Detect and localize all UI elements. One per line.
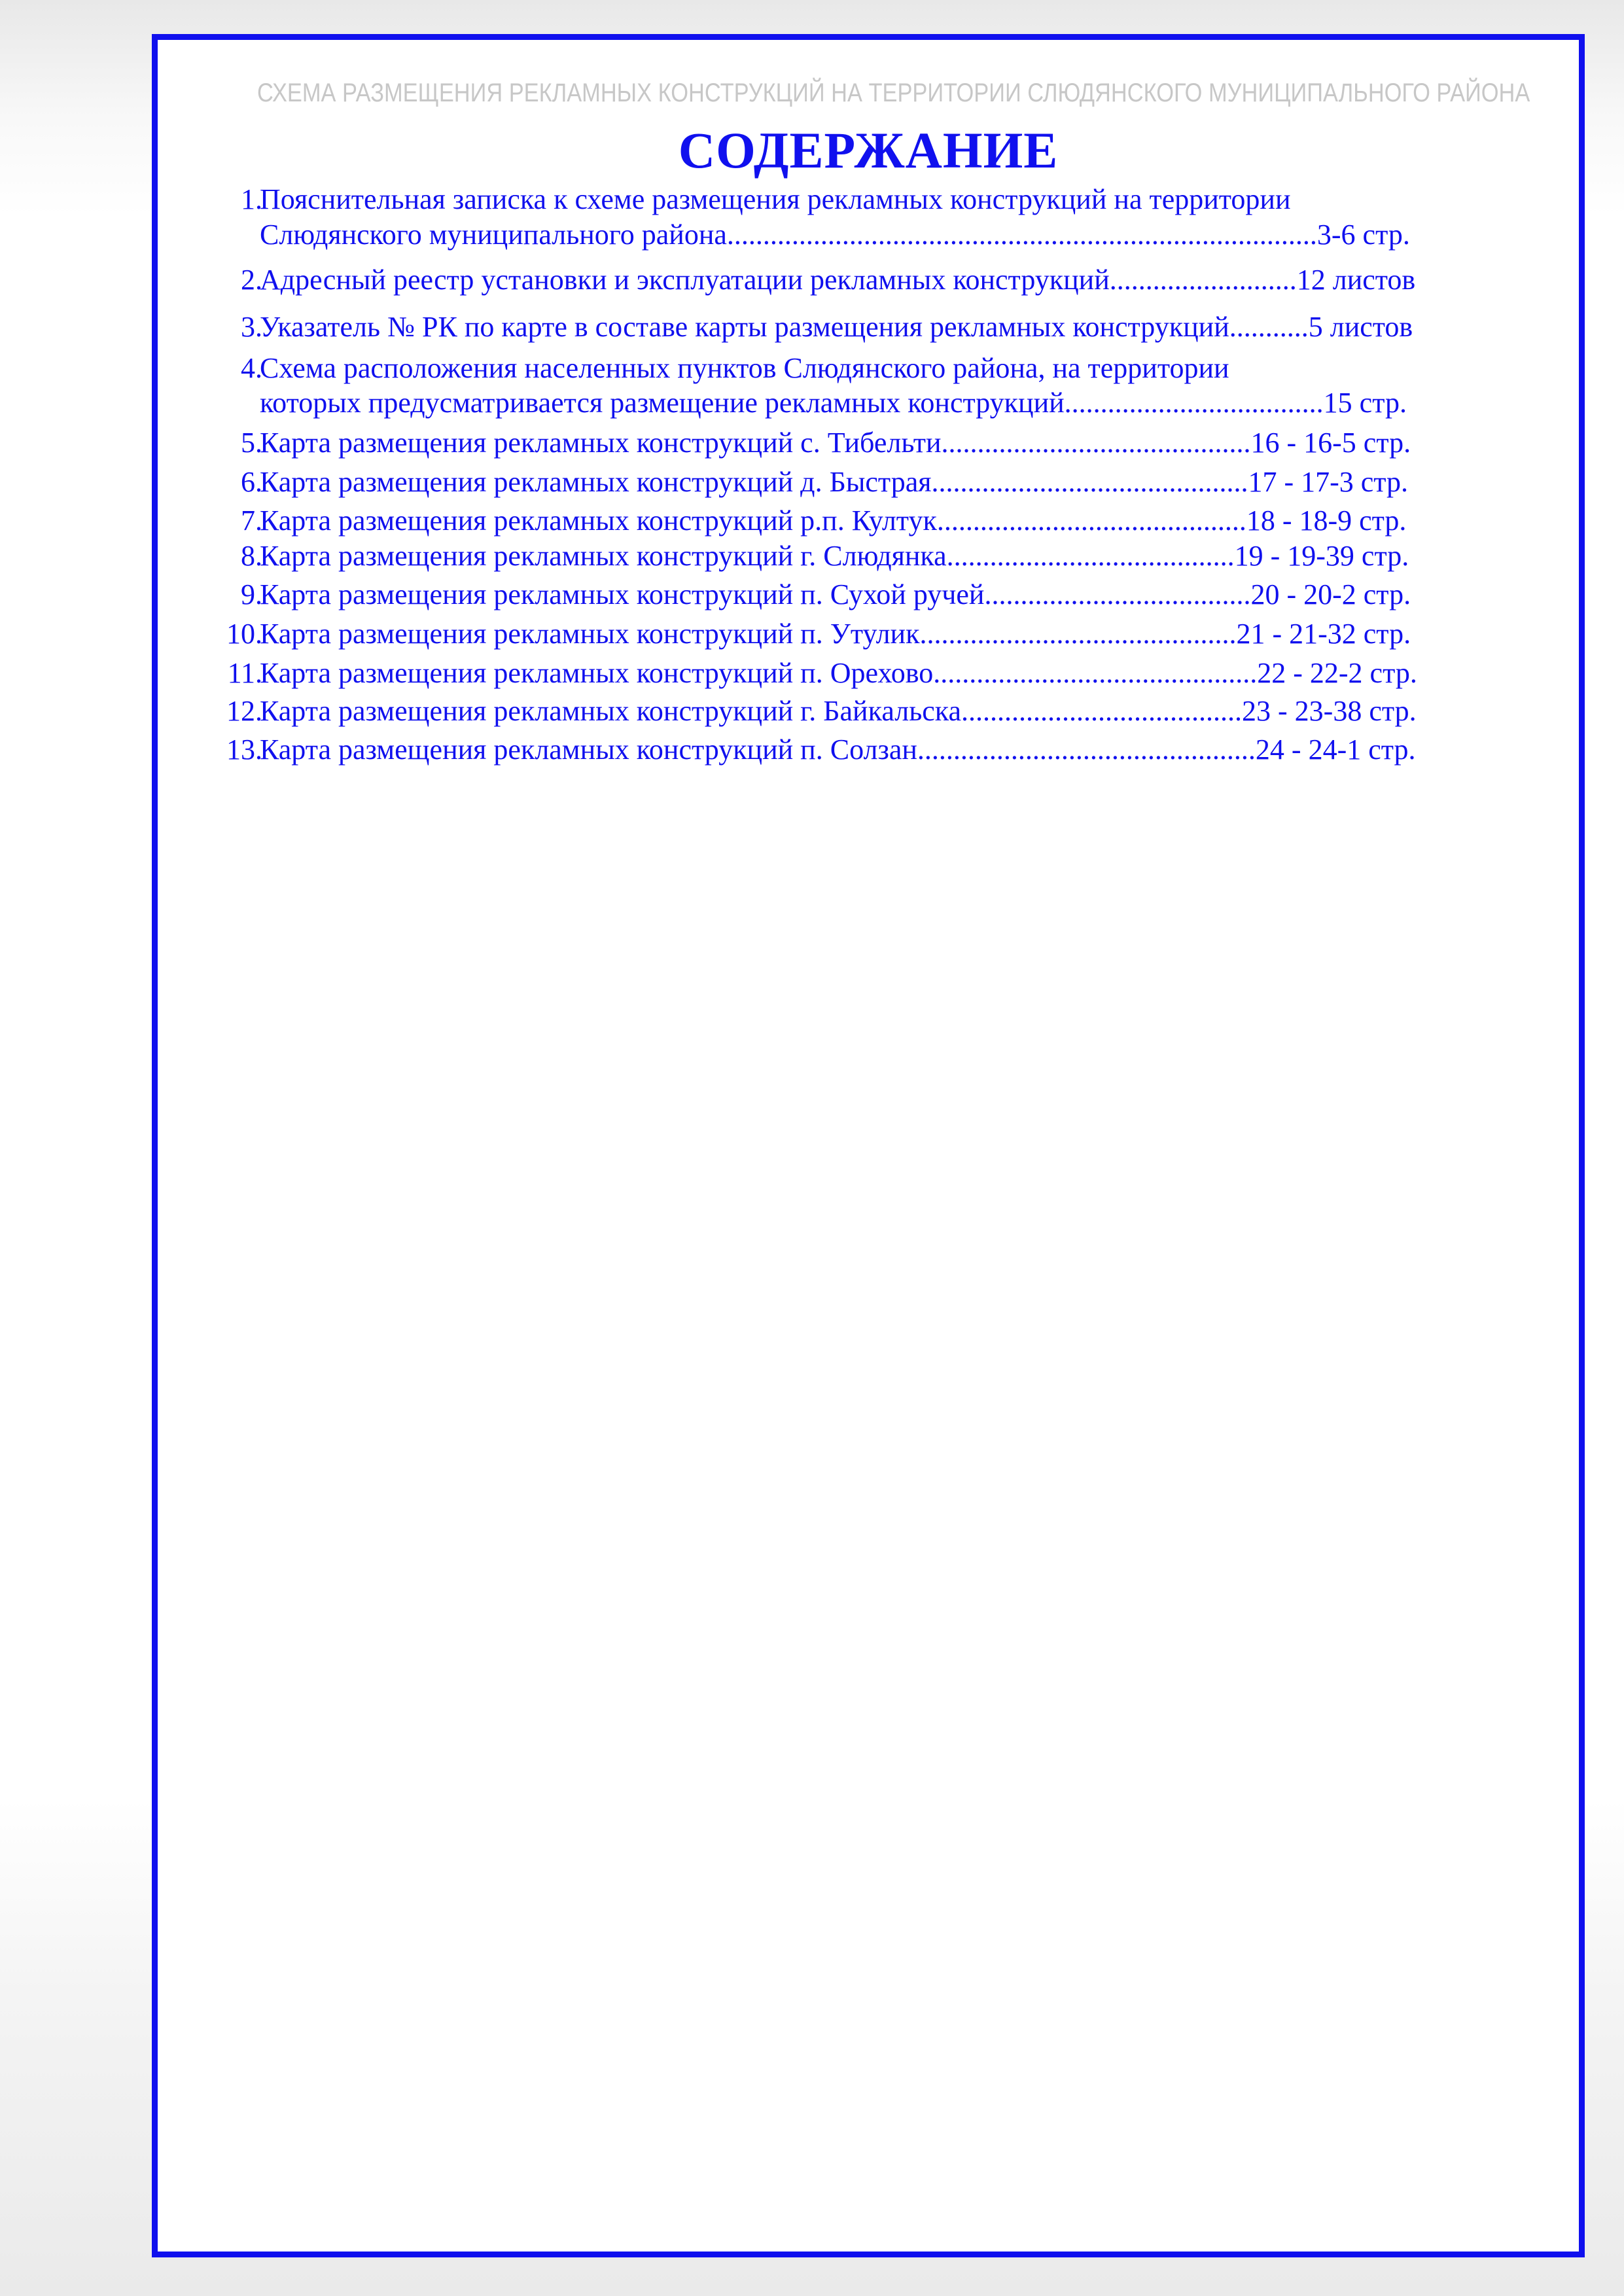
toc-item-number: 5. [241, 427, 262, 459]
scheme-title: СХЕМА РАЗМЕЩЕНИЯ РЕКЛАМНЫХ КОНСТРУКЦИЙ НА ТЕРРИТОРИИ СЛЮДЯНСКОГО МУНИЦИПАЛЬНОГО РАЙОНА [257, 79, 1530, 107]
toc-item-number: 1. [241, 183, 262, 215]
toc-item-text: Карта размещения рекламных конструкций п. Орехово.............................................22 - 22-2 стр. [260, 657, 1417, 689]
toc-title: СОДЕРЖАНИЕ [678, 122, 1059, 179]
toc-item-number: 7. [241, 504, 262, 537]
table-of-contents [158, 40, 1579, 2252]
toc-item-number: 3. [241, 311, 262, 343]
toc-item-number: 12. [226, 695, 262, 727]
toc-item-number: 2. [241, 264, 262, 296]
toc-item-number: 11. [227, 657, 262, 689]
toc-item-text-continued: которых предусматривается размещение рекламных конструкций....................................15 стр. [260, 387, 1407, 419]
document-sheet [152, 34, 1585, 2257]
toc-item-text: Карта размещения рекламных конструкций г. Слюдянка........................................19 - 19-39 стр. [260, 540, 1409, 572]
toc-item-text: Схема расположения населенных пунктов Слюдянского района, на территории [260, 352, 1229, 384]
toc-item-text: Карта размещения рекламных конструкций п. Утулик............................................21 - 21-32 стр. [260, 618, 1411, 650]
toc-item-number: 6. [241, 466, 262, 498]
toc-item-text: Карта размещения рекламных конструкций р.п. Култук...........................................18 - 18-9 стр. [260, 504, 1407, 537]
toc-item-number: 10. [226, 618, 262, 650]
toc-item-text: Карта размещения рекламных конструкций г. Байкальска.......................................23 - 23-38 стр. [260, 695, 1417, 727]
toc-item-text: Указатель № РК по карте в составе карты размещения рекламных конструкций...........5 листов [260, 311, 1413, 343]
toc-item-text: Карта размещения рекламных конструкций п. Сухой ручей.....................................20 - 20-2 стр. [260, 578, 1411, 610]
toc-item-text: Адресный реестр установки и эксплуатации рекламных конструкций..........................12 листов [260, 264, 1416, 296]
toc-item-number: 13. [226, 733, 262, 766]
toc-item-text: Пояснительная записка к схеме размещения рекламных конструкций на территории [260, 183, 1291, 215]
toc-item-text: Карта размещения рекламных конструкций с. Тибельти...........................................16 - 16-5 стр. [260, 427, 1411, 459]
toc-item-number: 9. [241, 578, 262, 610]
toc-item-text: Карта размещения рекламных конструкций п. Солзан...............................................24 - 24-1 стр. [260, 733, 1416, 766]
toc-item-text-continued: Слюдянского муниципального района..................................................................................3-6 стр. [260, 219, 1410, 251]
toc-item-number: 8. [241, 540, 262, 572]
toc-item-text: Карта размещения рекламных конструкций д. Быстрая............................................17 - 17-3 стр. [260, 466, 1409, 498]
toc-item-number: 4. [241, 352, 262, 384]
